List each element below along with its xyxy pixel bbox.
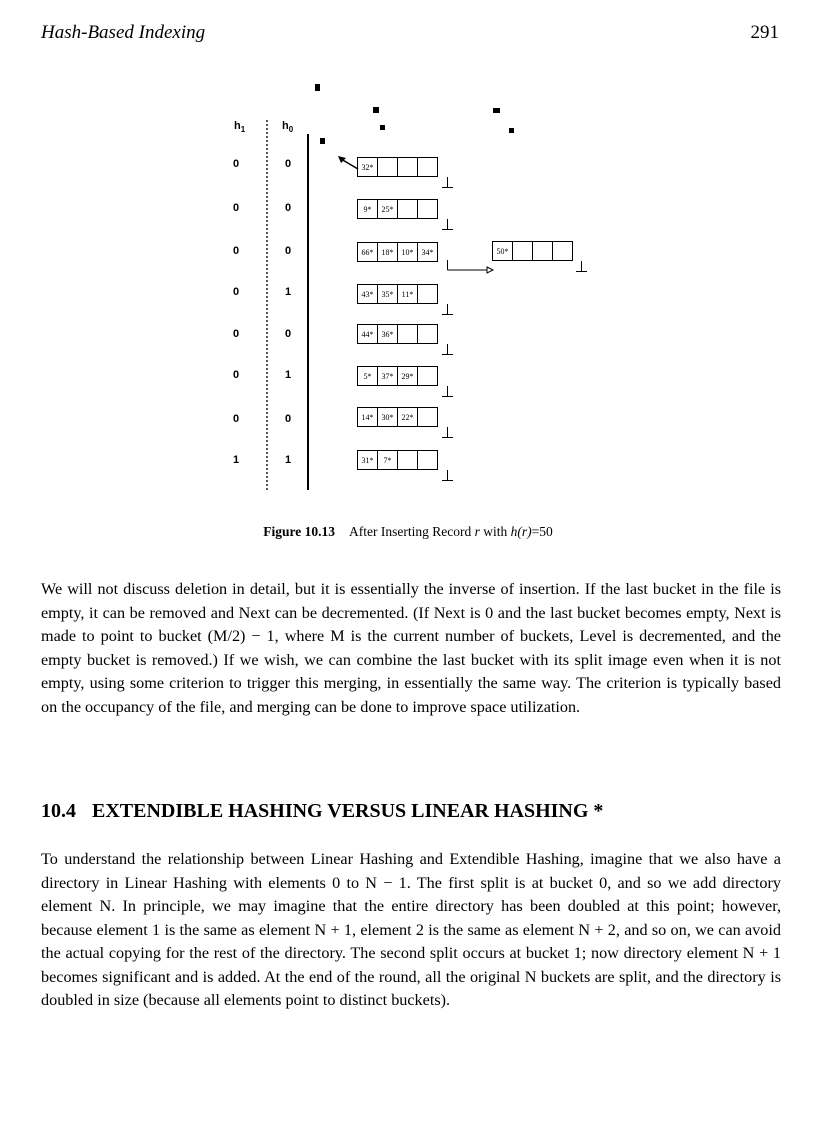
h1-column-label: $h_1$ [234,120,246,135]
bucket-slot: 11* [397,284,418,304]
caption-variable: r [474,524,480,539]
h0-value: 0 [284,202,292,214]
bucket-slot [552,241,573,261]
artifact-mark [509,128,514,133]
running-head-title: Hash-Based Indexing [41,22,206,43]
figure-label: Figure 10.13 [263,524,335,539]
bucket-slot: 22* [397,407,418,427]
bucket-slot: 18* [377,242,398,262]
overflow-pointer-arrow [447,260,495,274]
figure-caption [0,524,816,540]
h1-value: 0 [232,328,240,340]
h1-value: 0 [232,286,240,298]
bucket [357,324,438,344]
caption-text: with [479,524,511,539]
bucket-slot [377,157,398,177]
bucket-slot: 29* [397,366,418,386]
bucket-slot: 50* [492,241,513,261]
bucket-slot [417,407,438,427]
bucket-slot: 37* [377,366,398,386]
h1-value: 0 [232,245,240,257]
bucket-slot: 31* [357,450,378,470]
bucket-slot [417,284,438,304]
section-title: EXTENDIBLE HASHING VERSUS LINEAR HASHING * [92,800,604,822]
h1-value: 0 [232,158,240,170]
h0-value: 0 [284,245,292,257]
bucket-slot [397,157,418,177]
bucket-slot: 25* [377,199,398,219]
caption-text: =50 [531,524,553,539]
bucket-slot: 14* [357,407,378,427]
bucket-slot [397,450,418,470]
h0-column-label: $h_0$ [282,120,294,135]
bucket-slot: 9* [357,199,378,219]
artifact-mark [315,84,320,91]
directory-divider-line [266,120,268,490]
bucket-slot [417,450,438,470]
section-heading [41,800,603,823]
bucket [357,199,438,219]
body-paragraph: We will not discuss deletion in detail, but it is essentially the inverse of insertion. If the last bucket in the file is empty, it can be removed and Next can be decremented. (If Next is 0 and the last bucket becomes empty, Next is made to point to bucket (M/2) − 1, where M is the current number of buckets, Level is decremented, and the empty bucket is removed.) If we wish, we can combine the last bucket with its split image even when it is not empty, using some criterion to trigger this merging, in essentially the same way. The criterion is typically based on the occupancy of the file, and merging can be done to improve space utilization. [41,580,781,716]
bucket-slot: 43* [357,284,378,304]
h0-value: 1 [284,454,292,466]
bucket-slot: 30* [377,407,398,427]
bucket-slot [397,324,418,344]
overflow-bucket [492,241,573,261]
caption-function: h(r) [510,524,532,539]
bucket-slot: 34* [417,242,438,262]
bucket-slot: 5* [357,366,378,386]
caption-text: After Inserting Record [349,524,475,539]
h1-value: 0 [232,369,240,381]
body-paragraph: To understand the relationship between Linear Hashing and Extendible Hashing, imagine that we also have a directory in Linear Hashing with elements 0 to N − 1. The first split is at bucket 0, and so we add directory element N. In principle, we may imagine that the entire directory has been doubled at this point; however, because element 1 is the same as element N + 1, element 2 is the same as element N + 2, and so on, we can avoid the actual copying for the rest of the directory. The second split occurs at bucket 1; now directory element N + 1 becomes significant and is added. At the end of the round, all the original N buckets are split, and the directory is doubled in size (because all elements point to distinct buckets). [41,850,781,1009]
bucket-slot [417,366,438,386]
bucket-slot [397,199,418,219]
bucket-slot [417,324,438,344]
bucket-slot: 35* [377,284,398,304]
bucket [357,407,438,427]
directory-right-border [307,134,309,490]
page-number: 291 [750,22,779,43]
h1-value: 1 [232,454,240,466]
bucket-slot: 7* [377,450,398,470]
bucket-slot: 36* [377,324,398,344]
bucket [357,157,438,177]
artifact-mark [373,107,379,113]
bucket-slot [512,241,533,261]
bucket-slot: 66* [357,242,378,262]
bucket-slot [417,199,438,219]
running-head [41,22,779,46]
artifact-mark [380,125,385,130]
bucket-slot: 10* [397,242,418,262]
linear-hashing-figure [200,72,620,522]
h0-value: 1 [284,286,292,298]
h1-value: 0 [232,413,240,425]
bucket-slot [532,241,553,261]
bucket [357,284,438,304]
bucket [357,450,438,470]
h0-value: 0 [284,413,292,425]
h0-value: 0 [284,158,292,170]
bucket-slot: 44* [357,324,378,344]
h0-value: 1 [284,369,292,381]
h1-value: 0 [232,202,240,214]
section-number: 10.4 [41,800,76,822]
bucket-slot [417,157,438,177]
h0-value: 0 [284,328,292,340]
artifact-mark [493,108,500,113]
bucket-slot: 32* [357,157,378,177]
bucket [357,242,438,262]
bucket [357,366,438,386]
artifact-mark [320,138,325,144]
